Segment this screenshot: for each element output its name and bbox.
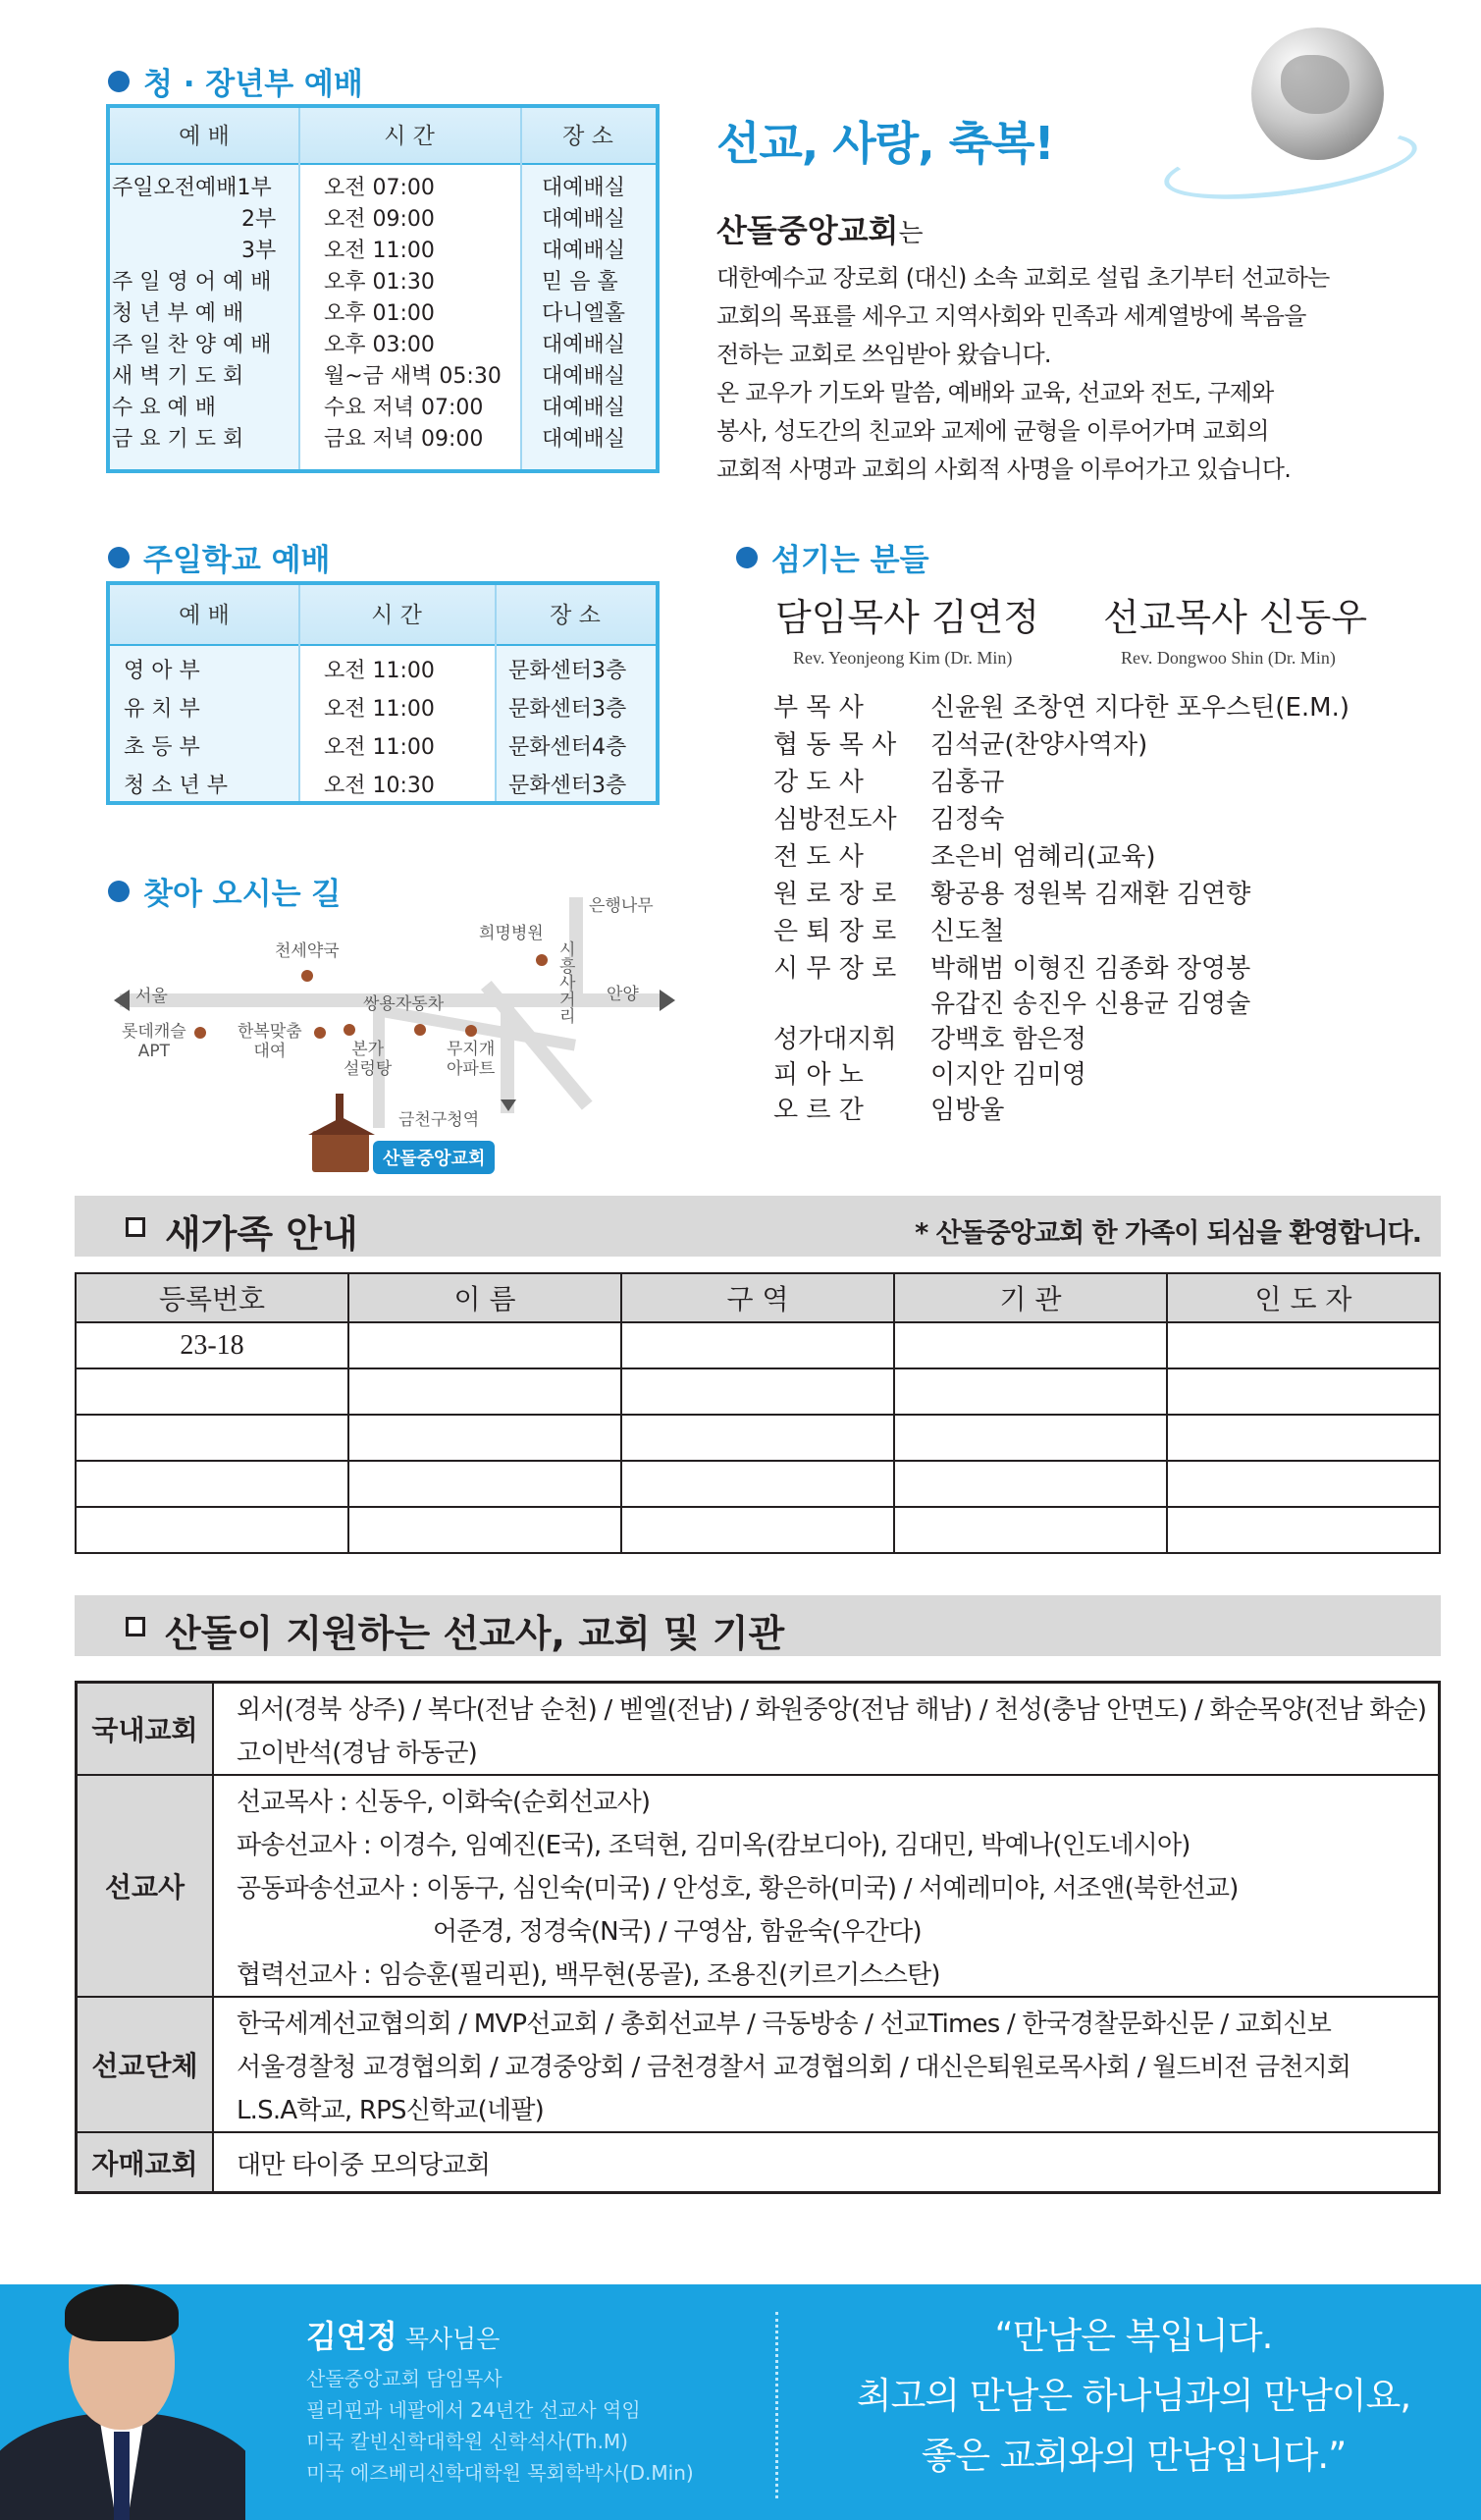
support-title: 산돌이 지원하는 선교사, 교회 및 기관 bbox=[165, 1612, 785, 1655]
mission-pastor-en: Rev. Dongwoo Shin (Dr. Min) bbox=[1121, 648, 1336, 668]
support-bar bbox=[75, 1595, 1441, 1656]
table-row bbox=[76, 1507, 1440, 1553]
location-dot bbox=[314, 1027, 326, 1039]
church-intro-text: 대한예수교 장로회 (대신) 소속 교회로 설립 초기부터 선교하는 교회의 목표를 세우고 지역사회와 민족과 세계열방에 복음을 전하는 교회로 쓰임받아 왔습니다. 온 교우가 기도와 말씀, 예배와 교육, 선교와 전도, 구제와 봉사, 성도간의 친교와 교제에 균형을 이루어가며 교회의 교회적 사명과 교회의 사회적 사명을 이루어가고 있습니다. bbox=[716, 264, 1330, 483]
footer-banner bbox=[0, 2284, 1481, 2520]
org-row: 선교단체 한국세계선교협의회 / MVP선교회 / 총회선교부 / 극동방송 / 선교Times / 한국경찰문화신문 / 교회신보 서울경찰청 교경협의회 / 교경중앙회 / 금천경찰서 교경협의회 / 대신은퇴원로목사회 / 월드비전 금천지회 L.S.A학교, RPS신학교(네팔) bbox=[78, 1996, 1438, 2131]
header-place: 장 소 bbox=[550, 603, 601, 628]
map-label-siheung: 시 흥 사 거 리 bbox=[559, 940, 576, 1027]
table-row bbox=[76, 1415, 1440, 1461]
new-family-bar bbox=[75, 1196, 1441, 1257]
missionary-row: 선교사 선교목사 : 신동우, 이화숙(순회선교사) 파송선교사 : 이경수, 임예진(E국), 조덕현, 김미옥(캄보디아), 김대민, 박예나(인도네시아) 공동파송선교사 : 이동구, 심인숙(미국) / 안성호, 황은하(미국) / 서예레미야, 서조앤(북한선교) 어준경, 정경숙(N국) / 구영삼, 함윤숙(우간다) 협력선교사 : 임승훈(필리핀), 백무현(몽골), 조용진(키르기스스탄) bbox=[78, 1774, 1438, 1996]
bullet-icon bbox=[108, 547, 130, 568]
table-header-row: 등록번호 이 름 구 역 기 관 인 도 자 bbox=[76, 1273, 1440, 1322]
map-label-ssangyong: 쌍용자동차 bbox=[363, 994, 445, 1014]
map-label-bonga: 본가 설렁탕 bbox=[344, 1040, 393, 1079]
location-dot bbox=[344, 1024, 355, 1036]
domestic-label: 국내교회 bbox=[78, 1684, 214, 1774]
pastor-photo bbox=[0, 2284, 245, 2520]
map-label-bank: 은행나무 bbox=[589, 896, 654, 916]
church-building-icon bbox=[312, 1131, 369, 1172]
map-label-station: 금천구청역 bbox=[398, 1110, 480, 1130]
senior-pastor-en: Rev. Yeonjeong Kim (Dr. Min) bbox=[793, 648, 1013, 668]
quote: “만남은 복입니다. 최고의 만남은 하나님과의 만남이요, 좋은 교회와의 만남입니다.” bbox=[856, 2315, 1411, 2477]
sunday-school-title: 주일학교 예배 bbox=[108, 535, 330, 579]
missionary-label: 선교사 bbox=[78, 1776, 214, 1996]
servants-title: 섬기는 분들 bbox=[736, 535, 929, 579]
location-dot bbox=[414, 1024, 426, 1036]
map-label-seoul: 서울 bbox=[135, 987, 168, 1006]
header-time: 시 간 bbox=[371, 603, 422, 628]
church-name: 산돌중앙교회 bbox=[716, 212, 899, 249]
map-label-hanbok: 한복맞춤 대여 bbox=[238, 1022, 302, 1061]
table-row bbox=[76, 1461, 1440, 1507]
header-worship: 예 배 bbox=[179, 124, 230, 149]
welcome-text: * 산돌중앙교회 한 가족이 되심을 환영합니다. bbox=[915, 1218, 1421, 1249]
mission-pastor: 선교목사 신동우 bbox=[1103, 596, 1368, 639]
location-dot bbox=[194, 1027, 206, 1039]
header-time: 시 간 bbox=[384, 124, 435, 149]
arrow-down-icon bbox=[501, 1099, 516, 1111]
sunday-school-table: 예 배 시 간 장 소 영 아 부 오전 11:00 문화센터3층 유 치 부 오전 11:00 문화센터3층 초 등 부 오전 11:00 문화센터4층 청 소 년 부 오전 10:30 문화센터3층 bbox=[106, 581, 660, 805]
support-table bbox=[75, 1681, 1441, 2194]
sister-label: 자매교회 bbox=[78, 2133, 214, 2191]
directions-title: 찾아 오시는 길 bbox=[108, 869, 341, 913]
bullet-icon bbox=[108, 71, 130, 92]
checkbox-square-icon bbox=[126, 1617, 145, 1636]
header-worship: 예 배 bbox=[179, 603, 230, 628]
arrow-right-icon bbox=[660, 990, 675, 1011]
bullet-icon bbox=[736, 547, 758, 568]
table-row: 23-18 bbox=[76, 1322, 1440, 1368]
pastor-bio: 산돌중앙교회 담임목사 필리핀과 네팔에서 24년간 선교사 역임 미국 칼빈신학대학원 신학석사(Th.M) 미국 에즈베리신학대학원 목회학박사(D.Min) bbox=[306, 2367, 694, 2485]
map-label-rainbow: 무지개 아파트 bbox=[447, 1040, 496, 1079]
location-dot bbox=[536, 954, 548, 966]
table-row bbox=[76, 1368, 1440, 1415]
checkbox-square-icon bbox=[126, 1217, 145, 1237]
directions-map bbox=[108, 884, 677, 1188]
map-label-lotte: 롯데캐슬 APT bbox=[122, 1022, 186, 1061]
staff-list: 부 목 사 신윤원 조창연 지다한 포우스틴(E.M.) 협 동 목 사 김석균(찬양사역자) 강 도 사 김홍규 심방전도사 김정숙 전 도 사 조은비 엄혜리(교육) 원 로 장 로 황공용 정원복 김재환 김연향 은 퇴 장 로 신도철 시 무 장 로 박해범 이형진 김종화 장영봉 유갑진 송진우 신용균 김영술 성가대지휘 강백호 함은정 피 아 노 이지안 김미영 오 르 간 임방울 bbox=[773, 693, 1349, 1125]
church-intro-heading: 산돌중앙교회는 bbox=[716, 212, 924, 249]
sister-row: 자매교회 대만 타이중 모의당교회 bbox=[78, 2131, 1438, 2191]
map-label-anyang: 안양 bbox=[607, 985, 639, 1004]
map-label-church: 산돌중앙교회 bbox=[373, 1141, 495, 1174]
new-family-table bbox=[75, 1272, 1441, 1554]
youth-worship-table: 예 배 시 간 장 소 주일오전예배1부 오전 07:00 대예배실 2부 오전 09:00 대예배실 3부 오전 11:00 대예배실 주 일 영 어 예 배 오후 01:30 믿 음 홀 청 년 부 예 배 오후 01:00 다니엘홀 주 일 찬 양 예 배 오후 03:00 대예배실 새 벽 기 도 회 월~금 새벽 05:30 대예배실 수 요 예 배 수요 저녁 07:00 대예배실 금 요 기 도 회 금요 저녁 09:00 대예배실 bbox=[106, 104, 660, 473]
map-label-pharmacy: 천세약국 bbox=[275, 941, 340, 961]
globe-icon bbox=[1222, 27, 1418, 224]
slogan: 선교, 사랑, 축복! bbox=[716, 117, 1054, 170]
senior-pastor: 담임목사 김연정 bbox=[775, 596, 1040, 639]
youth-worship-title: 청 · 장년부 예배 bbox=[108, 59, 363, 103]
arrow-left-icon bbox=[114, 990, 130, 1011]
domestic-row: 국내교회 외서(경북 상주) / 복다(전남 순천) / 벧엘(전남) / 화원중앙(전남 해남) / 천성(충남 안면도) / 화순목양(전남 화순) 고이반석(경남 하동군) bbox=[78, 1684, 1438, 1774]
header-place: 장 소 bbox=[562, 124, 613, 149]
org-label: 선교단체 bbox=[78, 1998, 214, 2131]
new-family-title: 새가족 안내 bbox=[165, 1212, 358, 1256]
location-dot bbox=[465, 1025, 477, 1037]
location-dot bbox=[301, 970, 313, 982]
divider bbox=[775, 2312, 778, 2498]
map-label-hospital: 희명병원 bbox=[479, 924, 544, 943]
pastor-heading: 김연정 목사님은 bbox=[306, 2318, 501, 2355]
